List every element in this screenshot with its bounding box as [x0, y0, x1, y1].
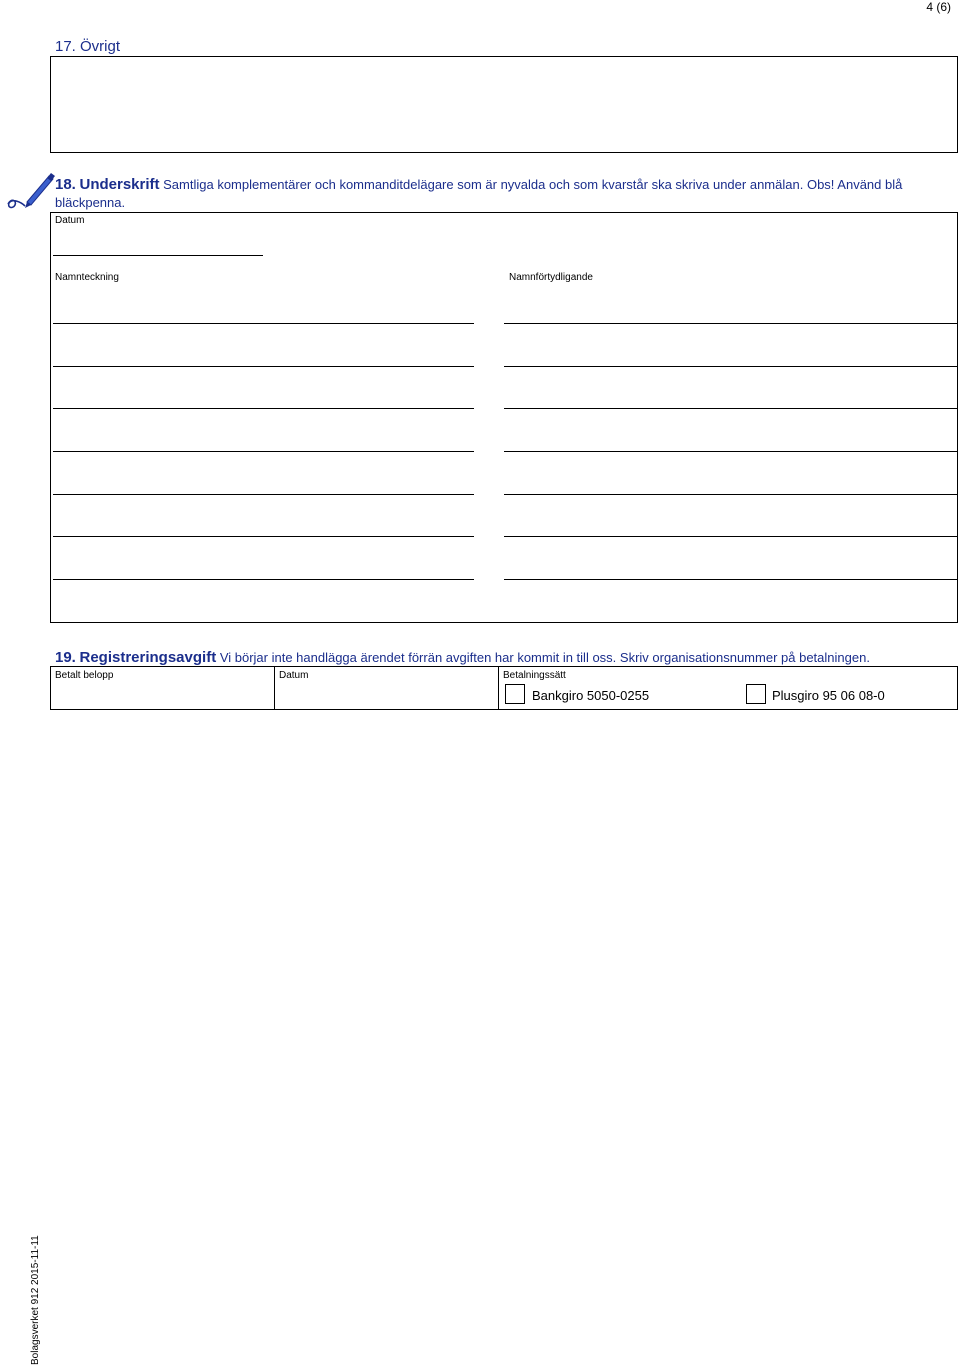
- section-19-heading: [55, 649, 870, 666]
- bankgiro-label: Bankgiro 5050-0255: [532, 688, 650, 703]
- name-clarification-line[interactable]: [504, 579, 957, 580]
- datum-field[interactable]: [53, 255, 263, 256]
- betalt-belopp-label: Betalt belopp: [55, 670, 114, 681]
- section-17-title: 17. Övrigt: [55, 38, 121, 55]
- section-18-title: Underskrift: [79, 176, 160, 193]
- signature-line[interactable]: [53, 323, 474, 324]
- section-18-heading: [55, 176, 950, 212]
- section-18-note: Obs! Använd blå bläckpenna.: [55, 177, 903, 210]
- bankgiro-checkbox[interactable]: [505, 684, 525, 704]
- namnfortydligande-label: Namnförtydligande: [509, 272, 593, 283]
- payment-datum-field[interactable]: [275, 683, 497, 709]
- name-clarification-line[interactable]: [504, 536, 957, 537]
- payment-divider: [498, 666, 499, 710]
- signature-line[interactable]: [53, 366, 474, 367]
- section-19-title: Registreringsavgift: [79, 649, 217, 666]
- signature-line[interactable]: [53, 494, 474, 495]
- plusgiro-label: Plusgiro 95 06 08-0: [772, 688, 885, 703]
- page-number: 4 (6): [926, 0, 951, 14]
- name-clarification-line[interactable]: [504, 323, 957, 324]
- name-clarification-line[interactable]: [504, 494, 957, 495]
- signature-line[interactable]: [53, 579, 474, 580]
- pen-icon: [3, 168, 55, 214]
- section-18-number: 18.: [55, 176, 76, 193]
- betalt-belopp-field[interactable]: [51, 683, 273, 709]
- signature-line[interactable]: [53, 451, 474, 452]
- signature-line[interactable]: [53, 408, 474, 409]
- section-19-description: Vi börjar inte handlägga ärendet förrän avgiften har kommit in till oss. Skriv organisationsnummer på betalningen.: [219, 650, 870, 665]
- datum-label: Datum: [55, 215, 85, 226]
- name-clarification-line[interactable]: [504, 451, 957, 452]
- betalningssatt-label: Betalningssätt: [503, 670, 566, 681]
- section-17-textarea[interactable]: [50, 56, 958, 153]
- name-clarification-line[interactable]: [504, 366, 957, 367]
- namnteckning-label: Namnteckning: [55, 272, 119, 283]
- signature-box: [50, 212, 958, 623]
- section-18-description: Samtliga komplementärer och kommanditdelägare som är nyvalda och som kvarstår ska skriva under anmälan.: [163, 177, 804, 192]
- plusgiro-checkbox[interactable]: [746, 684, 766, 704]
- name-clarification-line[interactable]: [504, 408, 957, 409]
- section-19-number: 19.: [55, 649, 76, 666]
- signature-line[interactable]: [53, 536, 474, 537]
- payment-datum-label: Datum: [279, 670, 309, 681]
- footer-form-id: Bolagsverket 912 2015-11-11: [30, 1235, 41, 1365]
